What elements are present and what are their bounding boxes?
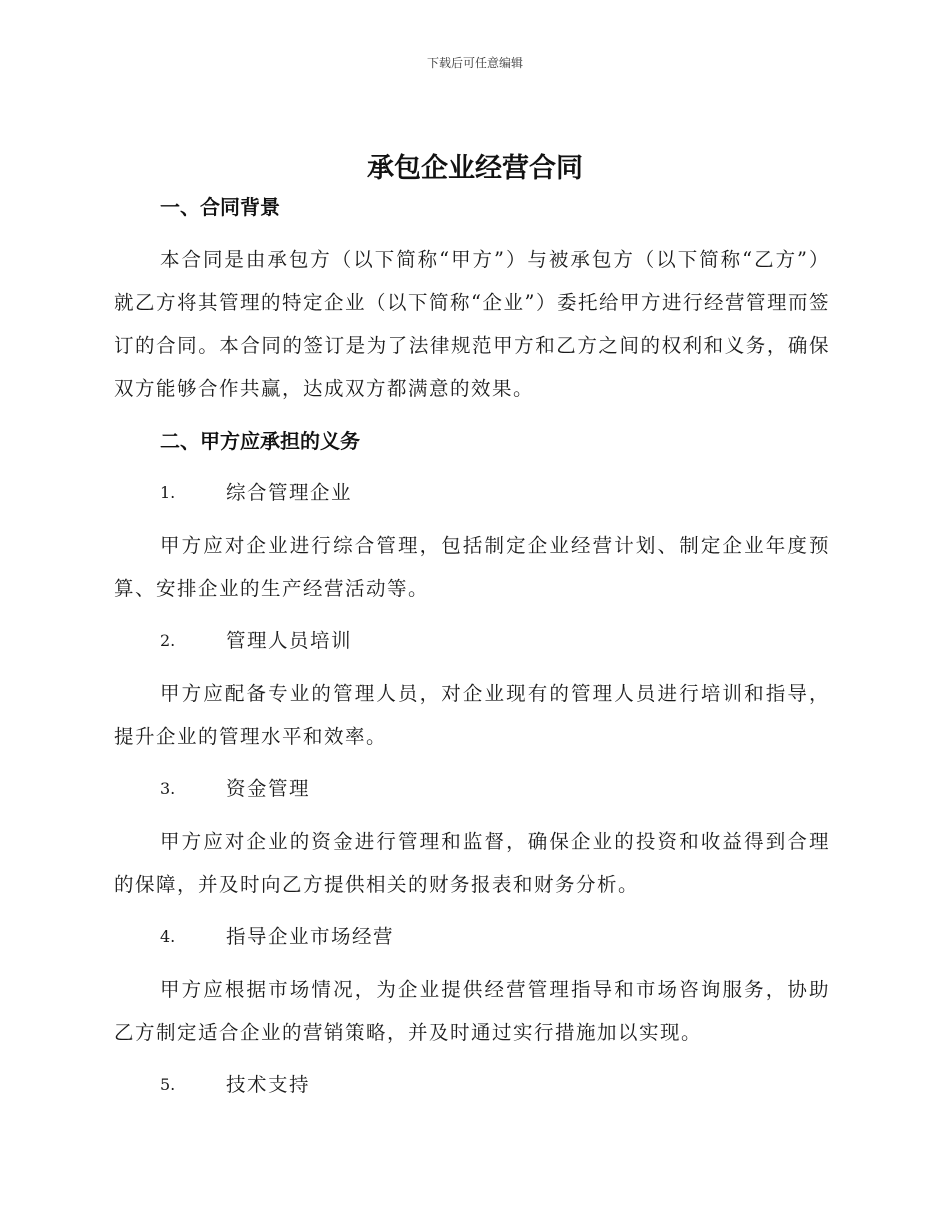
item-3-paragraph: 甲方应对企业的资金进行管理和监督，确保企业的投资和收益得到合理的保障，并及时向乙方提供相关的财务报表和财务分析。	[114, 830, 830, 896]
item-title: 管理人员培训	[226, 629, 353, 652]
numbered-item-2	[114, 620, 830, 662]
item-title: 综合管理企业	[226, 481, 353, 504]
item-1-paragraph: 甲方应对企业进行综合管理，包括制定企业经营计划、制定企业年度预算、安排企业的生产经营活动等。	[114, 534, 830, 600]
numbered-item-4	[114, 916, 830, 958]
background-paragraph: 本合同是由承包方（以下简称“甲方”）与被承包方（以下简称“乙方”）就乙方将其管理的特定企业（以下简称“企业”）委托给甲方进行经营管理而签订的合同。本合同的签订是为了法律规范甲方和乙方之间的权利和义务，确保双方能够合作共赢，达成双方都满意的效果。	[114, 248, 830, 400]
item-number: 4.	[160, 927, 176, 946]
item-number: 1.	[160, 483, 176, 502]
item-title: 指导企业市场经营	[226, 925, 395, 948]
item-title: 资金管理	[226, 777, 311, 800]
section-heading-party-a-obligations: 二、甲方应承担的义务	[160, 429, 360, 453]
numbered-item-3	[114, 768, 830, 810]
header-note: 下载后可任意编辑	[426, 56, 523, 70]
document-body	[114, 186, 830, 1106]
item-number: 3.	[160, 779, 176, 798]
item-2-paragraph: 甲方应配备专业的管理人员，对企业现有的管理人员进行培训和指导，提升企业的管理水平和效率。	[114, 682, 830, 748]
section-heading-background: 一、合同背景	[160, 195, 280, 219]
item-number: 2.	[160, 631, 176, 650]
item-number: 5.	[160, 1075, 176, 1094]
numbered-item-1	[114, 472, 830, 514]
item-title: 技术支持	[226, 1073, 311, 1096]
document-title: 承包企业经营合同	[367, 153, 583, 184]
item-4-paragraph: 甲方应根据市场情况，为企业提供经营管理指导和市场咨询服务，协助乙方制定适合企业的营销策略，并及时通过实行措施加以实现。	[114, 978, 830, 1044]
numbered-item-5	[114, 1064, 830, 1106]
